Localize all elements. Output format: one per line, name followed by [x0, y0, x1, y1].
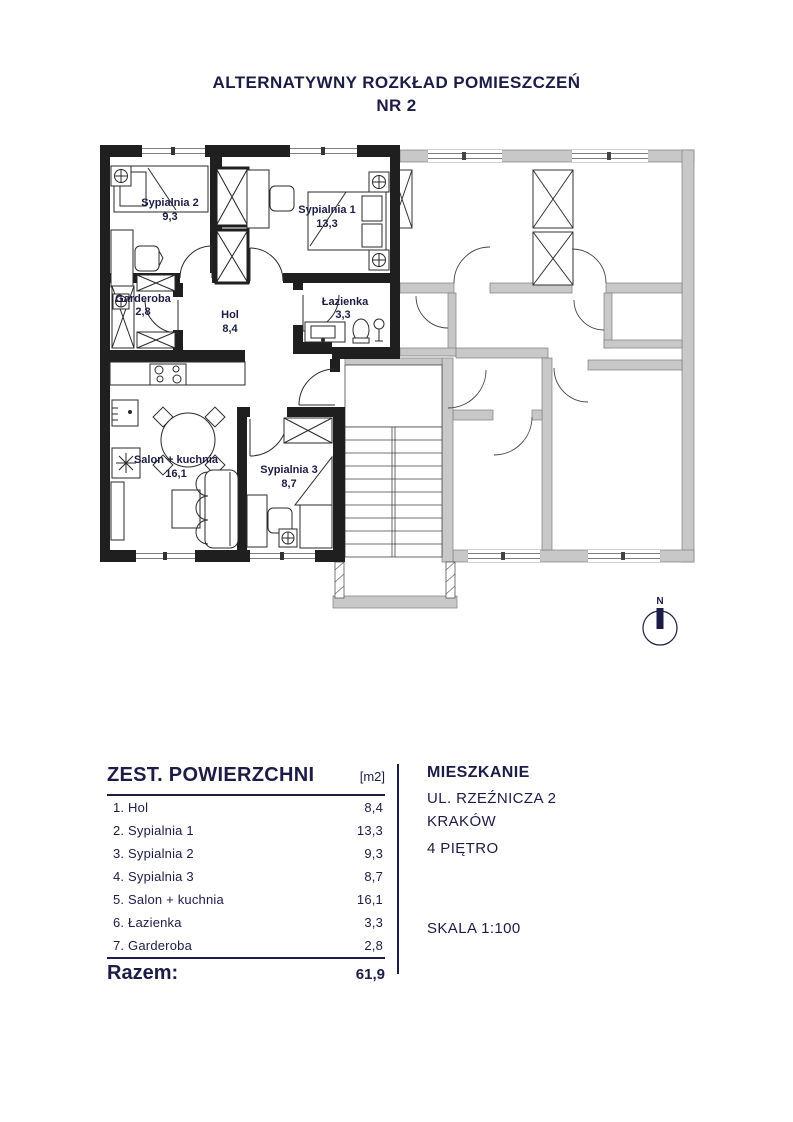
room-area-bathroom: 3,3 — [335, 309, 351, 321]
desk-icon — [247, 495, 267, 547]
total-value: 61,9 — [355, 966, 385, 983]
room-label-livingroom: Salon + kuchnia — [133, 454, 219, 466]
row-value: 2,8 — [364, 938, 383, 953]
info-address-street: UL. RZEŹNICZA 2 — [427, 790, 557, 807]
table-header — [107, 764, 385, 794]
table-title: ZEST. POWIERZCHNI — [107, 764, 315, 786]
row-label: 1. Hol — [113, 800, 149, 815]
sofa-icon — [196, 470, 238, 548]
room-label-wardrobe: Garderoba — [115, 293, 171, 305]
drain-icon — [374, 319, 384, 341]
room-area-wardrobe: 2,8 — [135, 306, 151, 318]
row-value: 3,3 — [364, 915, 383, 930]
table-row — [107, 934, 385, 957]
table-row — [107, 796, 385, 819]
room-area-livingroom: 16,1 — [165, 468, 187, 480]
desk-icon — [111, 230, 133, 287]
row-value: 8,7 — [364, 869, 383, 884]
kitchen-sink-icon — [112, 400, 138, 426]
apartment-info — [427, 764, 657, 937]
room-label-hall: Hol — [221, 309, 239, 321]
row-value: 16,1 — [356, 892, 383, 907]
staircase — [345, 365, 442, 557]
table-row — [107, 865, 385, 888]
room-area-bedroom2: 9,3 — [162, 211, 178, 223]
shaft-icons — [216, 168, 248, 283]
bedroom2-furniture — [111, 166, 208, 287]
row-label: 6. Łazienka — [113, 915, 182, 930]
row-label: 5. Salon + kuchnia — [113, 892, 224, 907]
table-unit-label: [m2] — [359, 769, 385, 784]
room-label-bedroom2: Sypialnia 2 — [141, 197, 199, 209]
info-heading: MIESZKANIE — [427, 764, 530, 781]
room-area-hall: 8,4 — [222, 323, 238, 335]
row-label: 4. Sypialnia 3 — [113, 869, 194, 884]
stove-icon — [150, 364, 186, 385]
chair-icon — [270, 186, 294, 211]
table-total-row — [107, 959, 385, 985]
neighbor-shaft-icons — [392, 170, 573, 285]
toilet-icon — [353, 319, 369, 343]
page-title-line2: NR 2 — [376, 95, 417, 115]
room-label-bedroom3: Sypialnia 3 — [260, 464, 318, 476]
row-label: 3. Sypialnia 2 — [113, 846, 194, 861]
chair-icon — [135, 246, 159, 271]
balcony — [333, 562, 457, 608]
table-row — [107, 842, 385, 865]
row-label: 2. Sypialnia 1 — [113, 823, 194, 838]
table-row — [107, 911, 385, 934]
row-value: 8,4 — [364, 800, 383, 815]
desk-icon — [247, 170, 269, 228]
info-address-city: KRAKÓW — [427, 812, 497, 830]
page-title — [0, 72, 793, 118]
page-title-line1: ALTERNATYWNY ROZKŁAD POMIESZCZEŃ — [212, 73, 581, 92]
bathroom-fixtures — [305, 319, 384, 343]
area-summary-table — [107, 764, 385, 985]
room-area-bedroom3: 8,7 — [281, 478, 297, 490]
info-floor: 4 PIĘTRO — [427, 840, 499, 857]
table-row — [107, 888, 385, 911]
room-label-bedroom1: Sypialnia 1 — [298, 204, 356, 216]
table-row — [107, 819, 385, 842]
total-label: Razem: — [107, 962, 179, 984]
room-area-bedroom1: 13,3 — [316, 218, 338, 230]
row-value: 9,3 — [364, 846, 383, 861]
room-label-bathroom: Łazienka — [321, 296, 369, 308]
row-label: 7. Garderoba — [113, 938, 193, 953]
info-scale: SKALA 1:100 — [427, 920, 521, 937]
vertical-divider — [397, 764, 399, 974]
compass-north-label: N — [656, 596, 664, 607]
north-compass-icon — [643, 596, 677, 645]
row-value: 13,3 — [356, 823, 383, 838]
floor-plan-drawing — [95, 140, 700, 665]
